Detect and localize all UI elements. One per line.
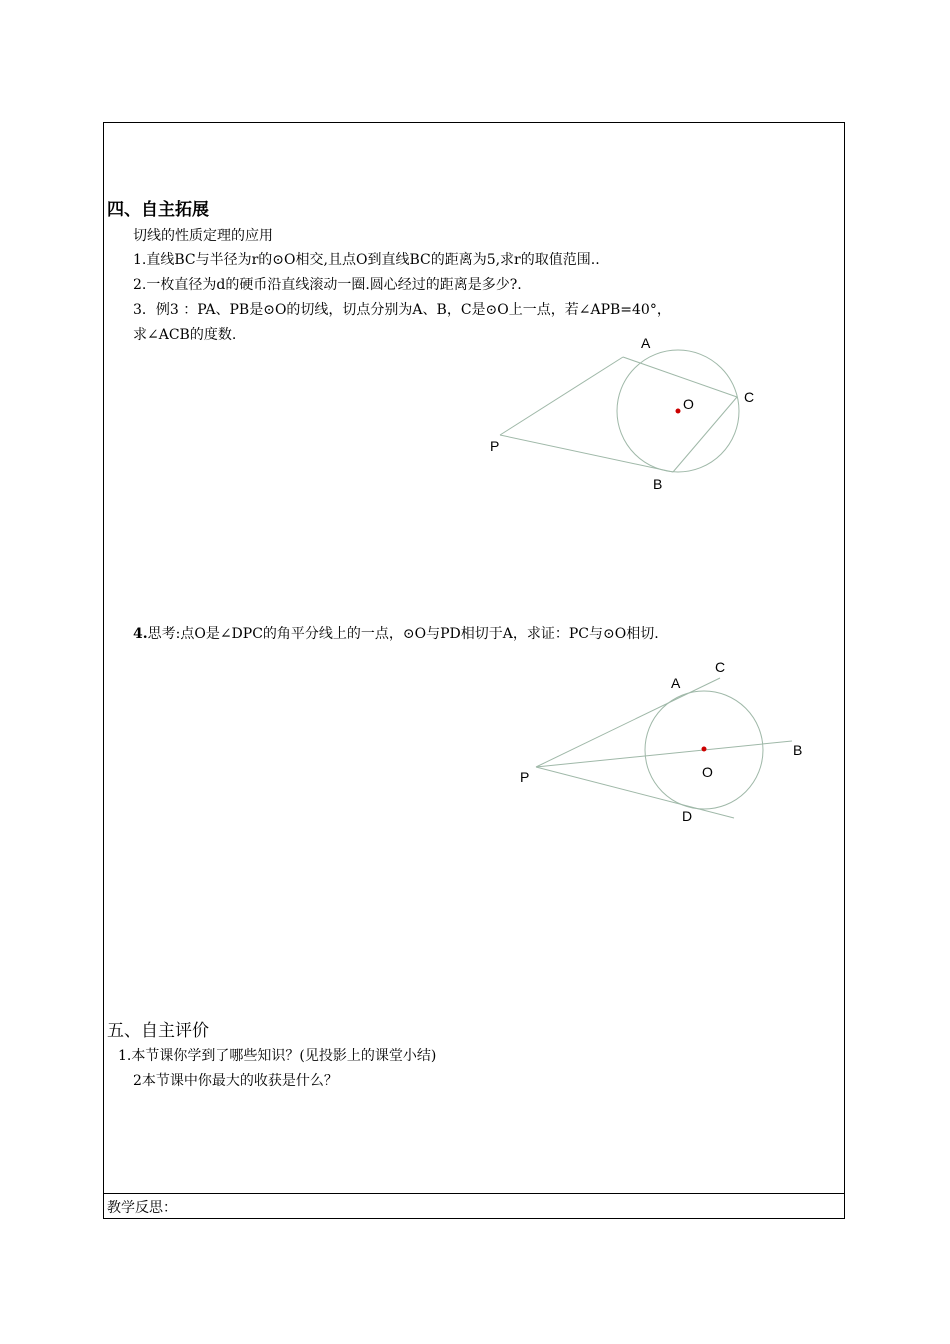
chord-ac bbox=[623, 357, 737, 397]
label-b: B bbox=[793, 742, 803, 758]
label-a: A bbox=[671, 675, 681, 691]
tangent-pb bbox=[500, 435, 673, 472]
label-p: P bbox=[520, 769, 530, 785]
question-1: 1.直线BC与半径为r的⊙O相交,且点O到直线BC的距离为5,求r的取值范围.. bbox=[133, 252, 600, 268]
label-o: O bbox=[702, 764, 713, 780]
question-4-text: 思考:点O是∠DPC的角平分线上的一点，⊙O与PD相切于A，求证：PC与⊙O相切. bbox=[147, 626, 659, 642]
question-2: 2.一枚直径为d的硬币沿直线滚动一圈.圆心经过的距离是多少?. bbox=[133, 277, 522, 293]
evaluation-question-1: 1.本节课你学到了哪些知识？(见投影上的课堂小结) bbox=[118, 1048, 437, 1064]
label-b: B bbox=[653, 476, 663, 492]
section4-subtitle: 切线的性质定理的应用 bbox=[133, 228, 273, 244]
section4-heading: 四、自主拓展 bbox=[107, 200, 209, 220]
tangent-pa bbox=[500, 357, 623, 435]
bisector-pb bbox=[536, 741, 792, 767]
center-point-o bbox=[676, 409, 681, 414]
question-3-line2: 求∠ACB的度数. bbox=[133, 327, 237, 343]
evaluation-question-2: 2本节课中你最大的收获是什么？ bbox=[133, 1073, 338, 1089]
label-p: P bbox=[490, 438, 500, 454]
center-point-o bbox=[702, 747, 707, 752]
tangent-figure-2 bbox=[500, 650, 820, 830]
reflection-divider bbox=[104, 1193, 844, 1194]
label-c: C bbox=[744, 389, 755, 405]
reflection-label: 教学反思： bbox=[107, 1200, 177, 1216]
tangent-figure-1 bbox=[480, 330, 780, 500]
label-o: O bbox=[683, 396, 694, 412]
question-4 bbox=[133, 625, 659, 643]
label-d: D bbox=[682, 808, 693, 824]
question-3-line1: 3．例3 ：PA、PB是⊙O的切线，切点分别为A、B，C是⊙O上一点，若∠APB=40°， bbox=[133, 302, 671, 318]
label-a: A bbox=[641, 335, 651, 351]
label-c: C bbox=[715, 659, 726, 675]
question-4-number: 4. bbox=[133, 626, 148, 642]
section5-heading: 五、自主评价 bbox=[107, 1021, 209, 1041]
tangent-pc bbox=[536, 678, 720, 767]
